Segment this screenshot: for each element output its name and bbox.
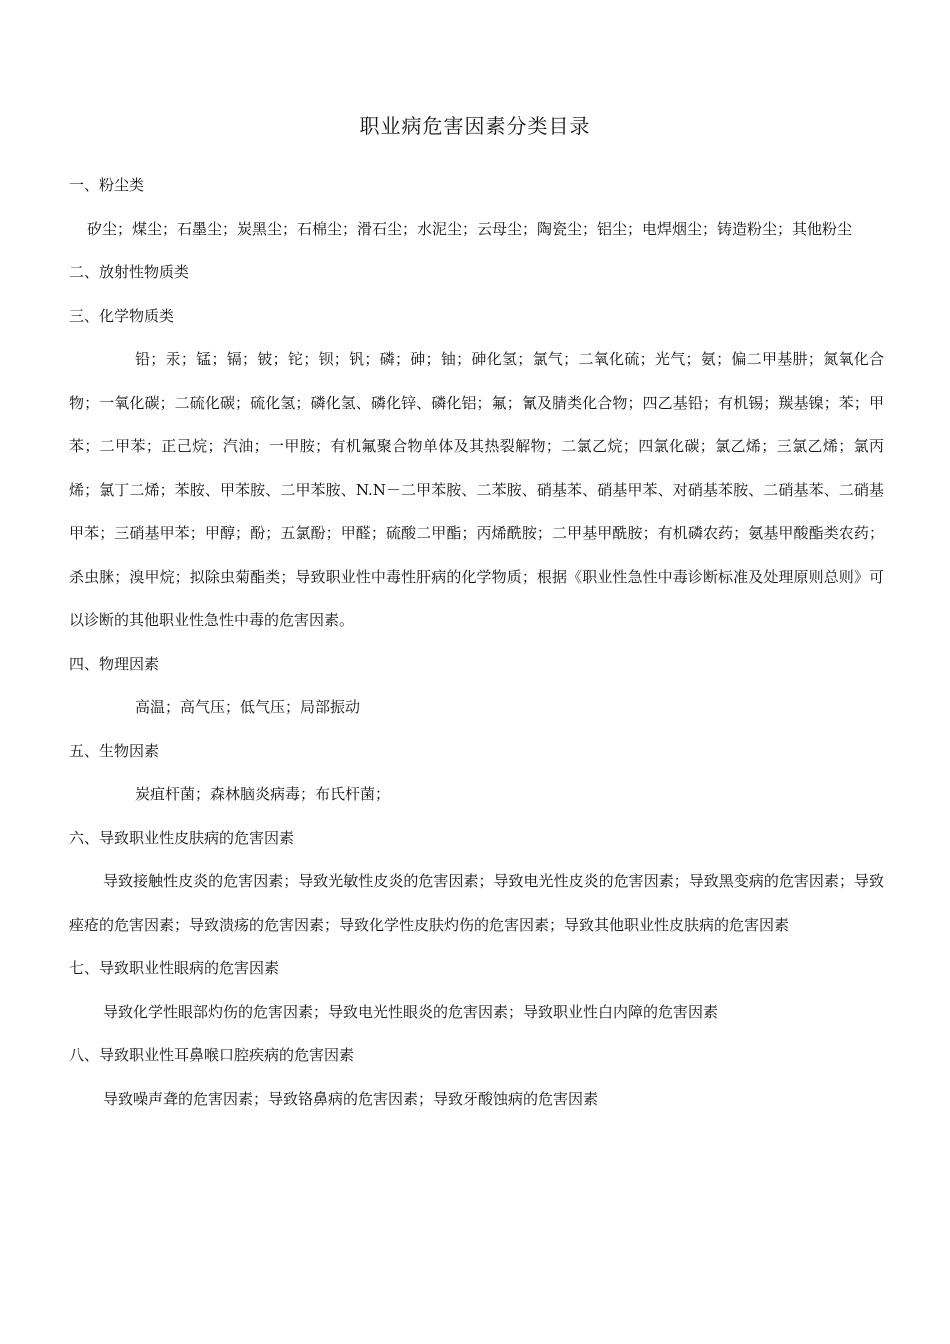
section-body-skin: 导致接触性皮炎的危害因素；导致光敏性皮炎的危害因素；导致电光性皮炎的危害因素；导致黑变病的危害因素；导致痤疮的危害因素；导致溃疡的危害因素；导致化学性皮肤灼伤的危害因素；导致其他职业性皮肤病的危害因素: [69, 872, 884, 934]
section-body-dust: 矽尘；煤尘；石墨尘；炭黑尘；石棉尘；滑石尘；水泥尘；云母尘；陶瓷尘；铝尘；电焊烟尘；铸造粉尘；其他粉尘: [87, 219, 853, 238]
section-body-biological: 炭疽杆菌；森林脑炎病毒；布氏杆菌；: [135, 785, 391, 803]
document-body: [69, 164, 884, 1121]
section-heading-biological: 五、生物因素: [69, 741, 160, 760]
section-heading-skin: 六、导致职业性皮肤病的危害因素: [69, 828, 295, 847]
document-title: 职业病危害因素分类目录: [359, 114, 591, 138]
section-body-chemical: 铅；汞；锰；镉；铍；铊；钡；钒；磷；砷；铀；砷化氢；氯气；二氧化硫；光气；氨；偏二甲基肼；氮氧化合物；一氧化碳；二硫化碳；硫化氢；磷化氢、磷化锌、磷化铝；氟；氰及腈类化合物；四乙基铅；有机锡；羰基镍；苯；甲苯；二甲苯；正己烷；汽油；一甲胺；有机氟聚合物单体及其热裂解物；二氯乙烷；四氯化碳；氯乙烯；三氯乙烯；氯丙烯；氯丁二烯；苯胺、甲苯胺、二甲苯胺、N.N－二甲苯胺、二苯胺、硝基苯、硝基甲苯、对硝基苯胺、二硝基苯、二硝基甲苯；三硝基甲苯；甲醇；酚；五氯酚；甲醛；硫酸二甲酯；丙烯酰胺；二甲基甲酰胺；有机磷农药；氨基甲酸酯类农药；杀虫脒；溴甲烷；拟除虫菊酯类；导致职业性中毒性肝病的化学物质；根据《职业性急性中毒诊断标准及处理原则总则》可以诊断的其他职业性急性中毒的危害因素。: [69, 350, 884, 629]
section-body-eye: 导致化学性眼部灼伤的危害因素；导致电光性眼炎的危害因素；导致职业性白内障的危害因素: [103, 1002, 719, 1021]
section-body-physical: 高温；高气压；低气压；局部振动: [135, 698, 361, 716]
section-heading-dust: 一、粉尘类: [69, 176, 145, 194]
section-heading-ent: 八、导致职业性耳鼻喉口腔疾病的危害因素: [69, 1046, 355, 1064]
section-heading-radioactive: 二、放射性物质类: [69, 263, 190, 281]
section-heading-chemical: 三、化学物质类: [69, 306, 175, 325]
section-body-ent: 导致噪声聋的危害因素；导致铬鼻病的危害因素；导致牙酸蚀病的危害因素: [103, 1089, 599, 1108]
section-heading-physical: 四、物理因素: [69, 654, 160, 673]
section-heading-eye: 七、导致职业性眼病的危害因素: [69, 959, 280, 977]
